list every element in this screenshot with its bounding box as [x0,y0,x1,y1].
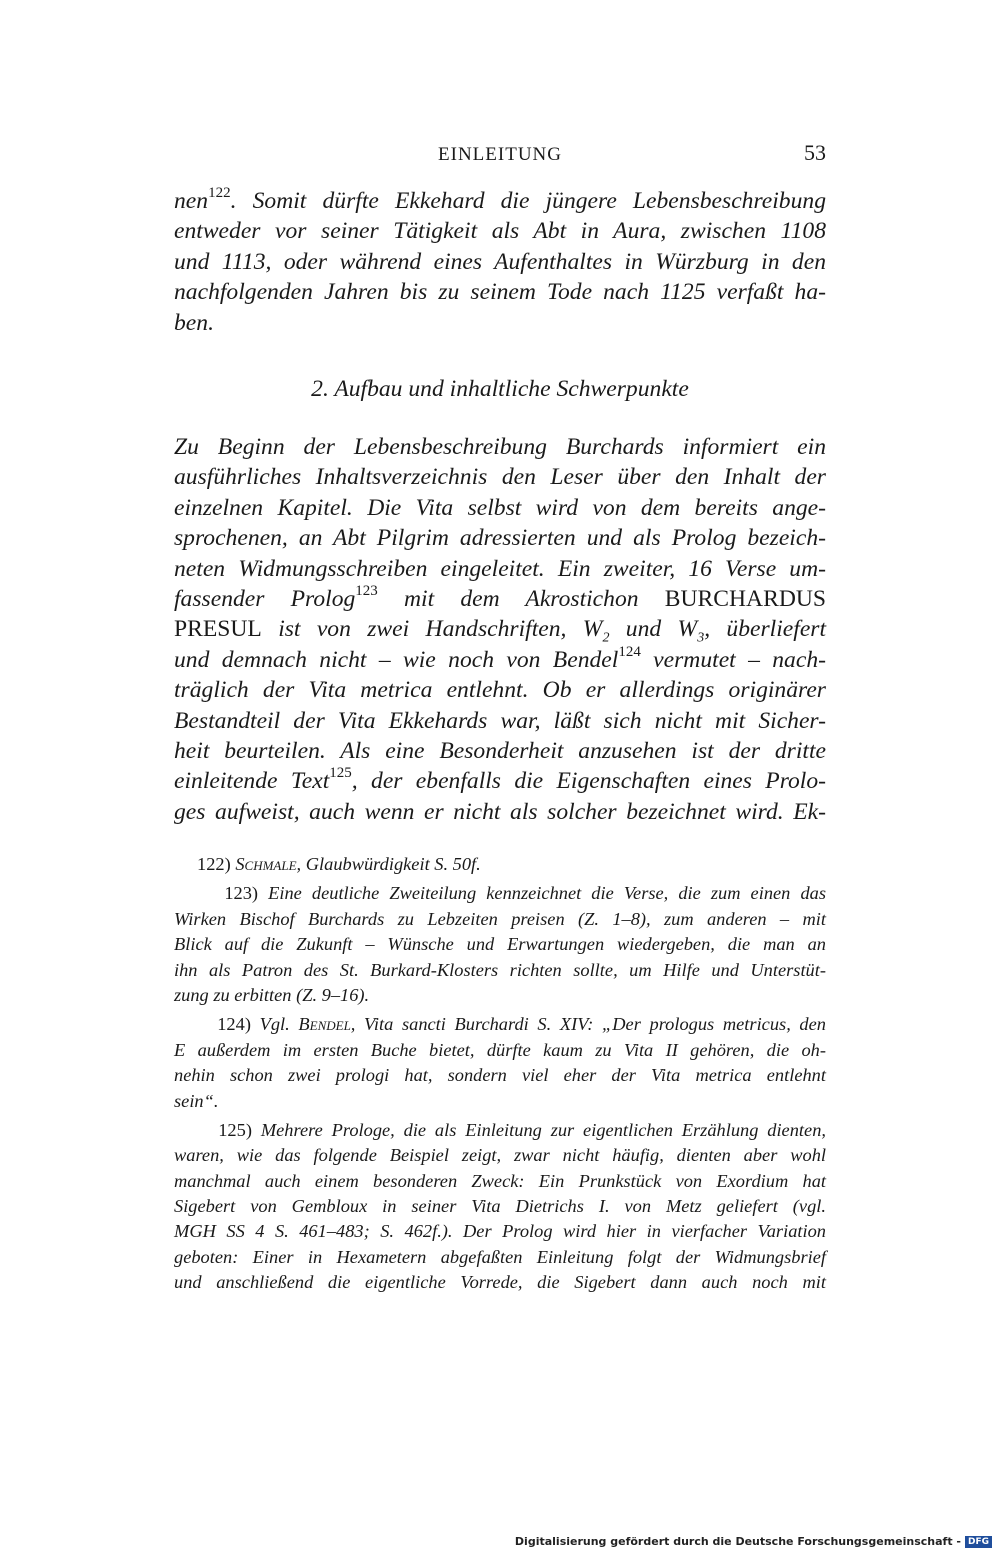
paragraph-main [174,432,826,827]
footnote-123: 123) Eine deutliche Zweiteilung kennzeichnet die Verse, die zum einen das Wirken Bischof Burchards zu Lebzeiten preisen (Z. 1–8), zum anderen – mit Blick auf die Zukunft – Wünsche und Erwartungen wiedergeben, die man an ihn als Patron des St. Burkard-Klosters richten sollte, um Hilfe und Unterstüt- zung zu erbitten (Z. 9–16). [174,883,826,1005]
text-line: heit beurteilen. Als eine Besonderheit anzusehen ist der dritte [174,737,826,764]
text-line: Bestandteil der Vita Ekkehards war, läßt sich nicht mit Sicher- [174,707,826,734]
text-line: nachfolgenden Jahren bis zu seinem Tode nach 1125 verfaßt ha- [174,279,826,306]
text-line: einleitende Text$^{125}$, der ebenfalls die Eigenschaften eines Prolo- [174,765,827,795]
text-line: ausführliches Inhaltsverzeichnis den Leser über den Inhalt der [174,464,826,491]
running-title: EINLEITUNG [438,144,562,165]
text-line: PRESUL ist von zwei Handschriften, $W_2$ und $W_3$, überliefert [174,616,827,647]
footnote-124: 124) Vgl. Bendel, Vita sancti Burchardi S. XIV: „Der prologus metricus, den E außerdem im ersten Buche bietet, dürfte kaum zu Vita II gehören, die oh- nehin schon zwei prologi hat, sondern viel eher der Vita metrica entlehnt sein“. [174,1014,826,1111]
page-number: 53 [804,140,826,165]
paragraph-continuation [174,186,826,338]
section-heading: 2. Aufbau und inhaltliche Schwerpunkte [311,376,689,402]
acrostic: BURCHARDUS [664,585,827,612]
footnote-122: 122) Schmale, Glaubwürdigkeit S. 50f. [197,854,481,874]
page-header [174,140,826,170]
text-line: ges aufweist, auch wenn er nicht als solcher bezeichnet wird. Ek- [174,798,826,825]
acrostic: PRESUL [174,616,262,643]
footnote-ref[interactable]: 125 [329,765,352,782]
text-line: ben. [174,309,214,336]
text-line: träglich der Vita metrica entlehnt. Ob er allerdings originärer [174,677,826,704]
text-line: und demnach nicht – wie noch von Bendel$^{124}$ vermutet – nach- [174,643,826,673]
text-line: nen$^{122}$. Somit dürfte Ekkehard die jüngere Lebensbeschreibung [174,185,826,214]
dfg-logo-icon: DFG [965,1536,992,1548]
credit-text: Digitalisierung gefördert durch die Deutsche Forschungsgemeinschaft - [514,1535,961,1548]
text-line: einzelnen Kapitel. Die Vita selbst wird von dem bereits ange- [174,494,826,521]
text-line: neten Widmungsschreiben eingeleitet. Ein zweiter, 16 Verse um- [174,555,826,582]
digitization-credit [515,1535,992,1548]
text-line: und 1113, oder während eines Aufenthaltes in Würzburg in den [174,248,826,275]
footnote-ref[interactable]: 123 [355,583,378,600]
text-line: sprochenen, an Abt Pilgrim adressierten und als Prolog bezeich- [174,525,826,552]
footnotes [174,852,826,1300]
text-line: fassender Prolog$^{123}$ mit dem Akrostichon BURCHARDUS [174,583,827,612]
text-line: entweder vor seiner Tätigkeit als Abt in Aura, zwischen 1108 [174,218,826,245]
footnote-ref[interactable]: 124 [618,643,641,660]
footnote-125: 125) Mehrere Prologe, die als Einleitung zur eigentlichen Erzählung dienten, waren, wie das folgende Beispiel zeigt, zwar nicht häufig, dienten aber wohl manchmal auch einem besonderen Zweck: Ein Prunkstück von Exordium hat Sigebert von Gembloux in seiner Vita Dietrichs I. von Metz geliefert (vgl. MGH SS 4 S. 461–483; S. 462f.). Der Prolog wird hier in vierfacher Variation geboten: Einer in Hexametern abgefaßten Einleitung folgt der Widmungsbrief und anschließend die eigentliche Vorrede, die Sigebert dann auch noch mit [174,1119,826,1293]
text-line: Zu Beginn der Lebensbeschreibung Burchards informiert ein [174,434,826,460]
footnote-ref[interactable]: 122 [208,185,231,202]
